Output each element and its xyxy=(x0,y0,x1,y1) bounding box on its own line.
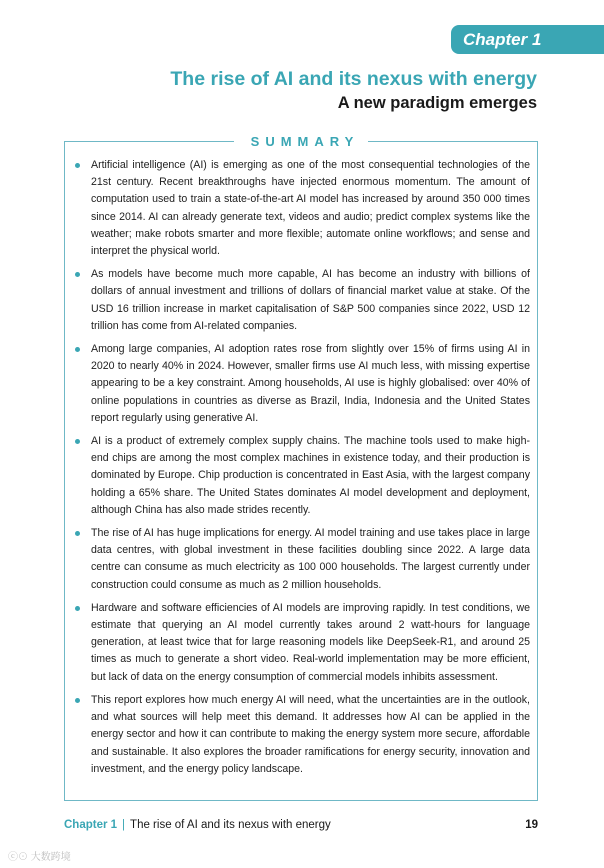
summary-bullet-text: As models have become much more capable, AI has become an industry with billions of dollars of annual investment and trillions of dollars of financial market value at stake. Of the USD 16 trillion increase in market capitalisation of S&P 500 companies since 2022, USD 12 trillion has come from AI-related companies. xyxy=(91,268,530,332)
summary-bullet xyxy=(74,157,530,260)
bullet-dot-icon xyxy=(75,347,80,352)
footer-chapter: Chapter 1 xyxy=(64,819,118,831)
bullet-dot-icon xyxy=(75,531,80,536)
summary-bullet-list xyxy=(74,157,530,784)
summary-bullet xyxy=(74,341,530,427)
bullet-dot-icon xyxy=(75,606,80,611)
page-footer xyxy=(64,819,538,831)
summary-bullet xyxy=(74,600,530,686)
summary-bullet-text: The rise of AI has huge implications for energy. AI model training and use takes place in large data centres, with global investment in these facilities doubling since 2022. A large data centre can consume as much electricity as 100 000 households. The largest currently under construction could consume as much as 2 million households. xyxy=(91,527,530,591)
summary-bullet-text: Artificial intelligence (AI) is emerging as one of the most consequential technologies of the 21st century. Recent breakthroughs have injected enormous momentum. The amount of computation used to train a state-of-the-art AI model has increased by around 350 000 times since 2014. AI can already generate text, videos and audio; predict complex systems like the weather; make robots smarter and more flexible; automate online workflows; and sense and interpret the physical world. xyxy=(91,159,530,258)
page-subtitle: A new paradigm emerges xyxy=(337,94,537,112)
footer-title: The rise of AI and its nexus with energy xyxy=(130,819,331,831)
bullet-dot-icon xyxy=(75,272,80,277)
page-title: The rise of AI and its nexus with energy xyxy=(170,68,537,90)
watermark: ⓒ⊙ 大数跨境 xyxy=(8,852,71,863)
summary-bullet xyxy=(74,266,530,335)
summary-bullet-text: This report explores how much energy AI will need, what the uncertainties are in the outlook, and what sources will help meet this demand. It addresses how AI can be applied in the energy sector and how it can contribute to making the energy system more secure, affordable and sustainable. It also explores the broader ramifications for energy security, innovation and investment, and the energy policy landscape. xyxy=(91,693,530,775)
summary-bullet xyxy=(74,525,530,594)
summary-bullet-text: AI is a product of extremely complex supply chains. The machine tools used to make high-end chips are among the most complex machines in existence today, and their production is dominated by Europe. Chip production is concentrated in East Asia, with the largest company holding a 65% share. The United States dominates AI model development and deployment, although China has also made strides recently. xyxy=(91,435,530,516)
summary-bullet xyxy=(74,433,530,519)
chapter-tab: Chapter 1 xyxy=(451,25,604,54)
bullet-dot-icon xyxy=(75,698,80,703)
page-number: 19 xyxy=(525,819,538,831)
bullet-dot-icon xyxy=(75,163,80,168)
bullet-dot-icon xyxy=(75,439,80,444)
footer-separator: | xyxy=(122,819,126,831)
summary-bullet-text: Among large companies, AI adoption rates rose from slightly over 15% of firms using AI in 2020 to nearly 40% in 2024. However, smaller firms use AI much less, with missing expertise appearing to be a key constraint. Among households, AI use is highly globalised: over 40% of online populations in countries as diverse as Brazil, India, Indonesia and the United States report regularly using generative AI. xyxy=(91,343,530,424)
summary-bullet xyxy=(74,692,530,778)
summary-bullet-text: Hardware and software efficiencies of AI models are improving rapidly. In test conditions, we estimate that querying an AI model currently takes around 2 watt-hours for language generation, at least twice that for large reasoning models like DeepSeek-R1, and around 25 times as much to generate a short video. Real-world implementation may be more efficient, but lack of data on the energy consumption of commercial models inhibits assessment. xyxy=(91,601,530,683)
summary-heading: SUMMARY xyxy=(250,134,360,149)
